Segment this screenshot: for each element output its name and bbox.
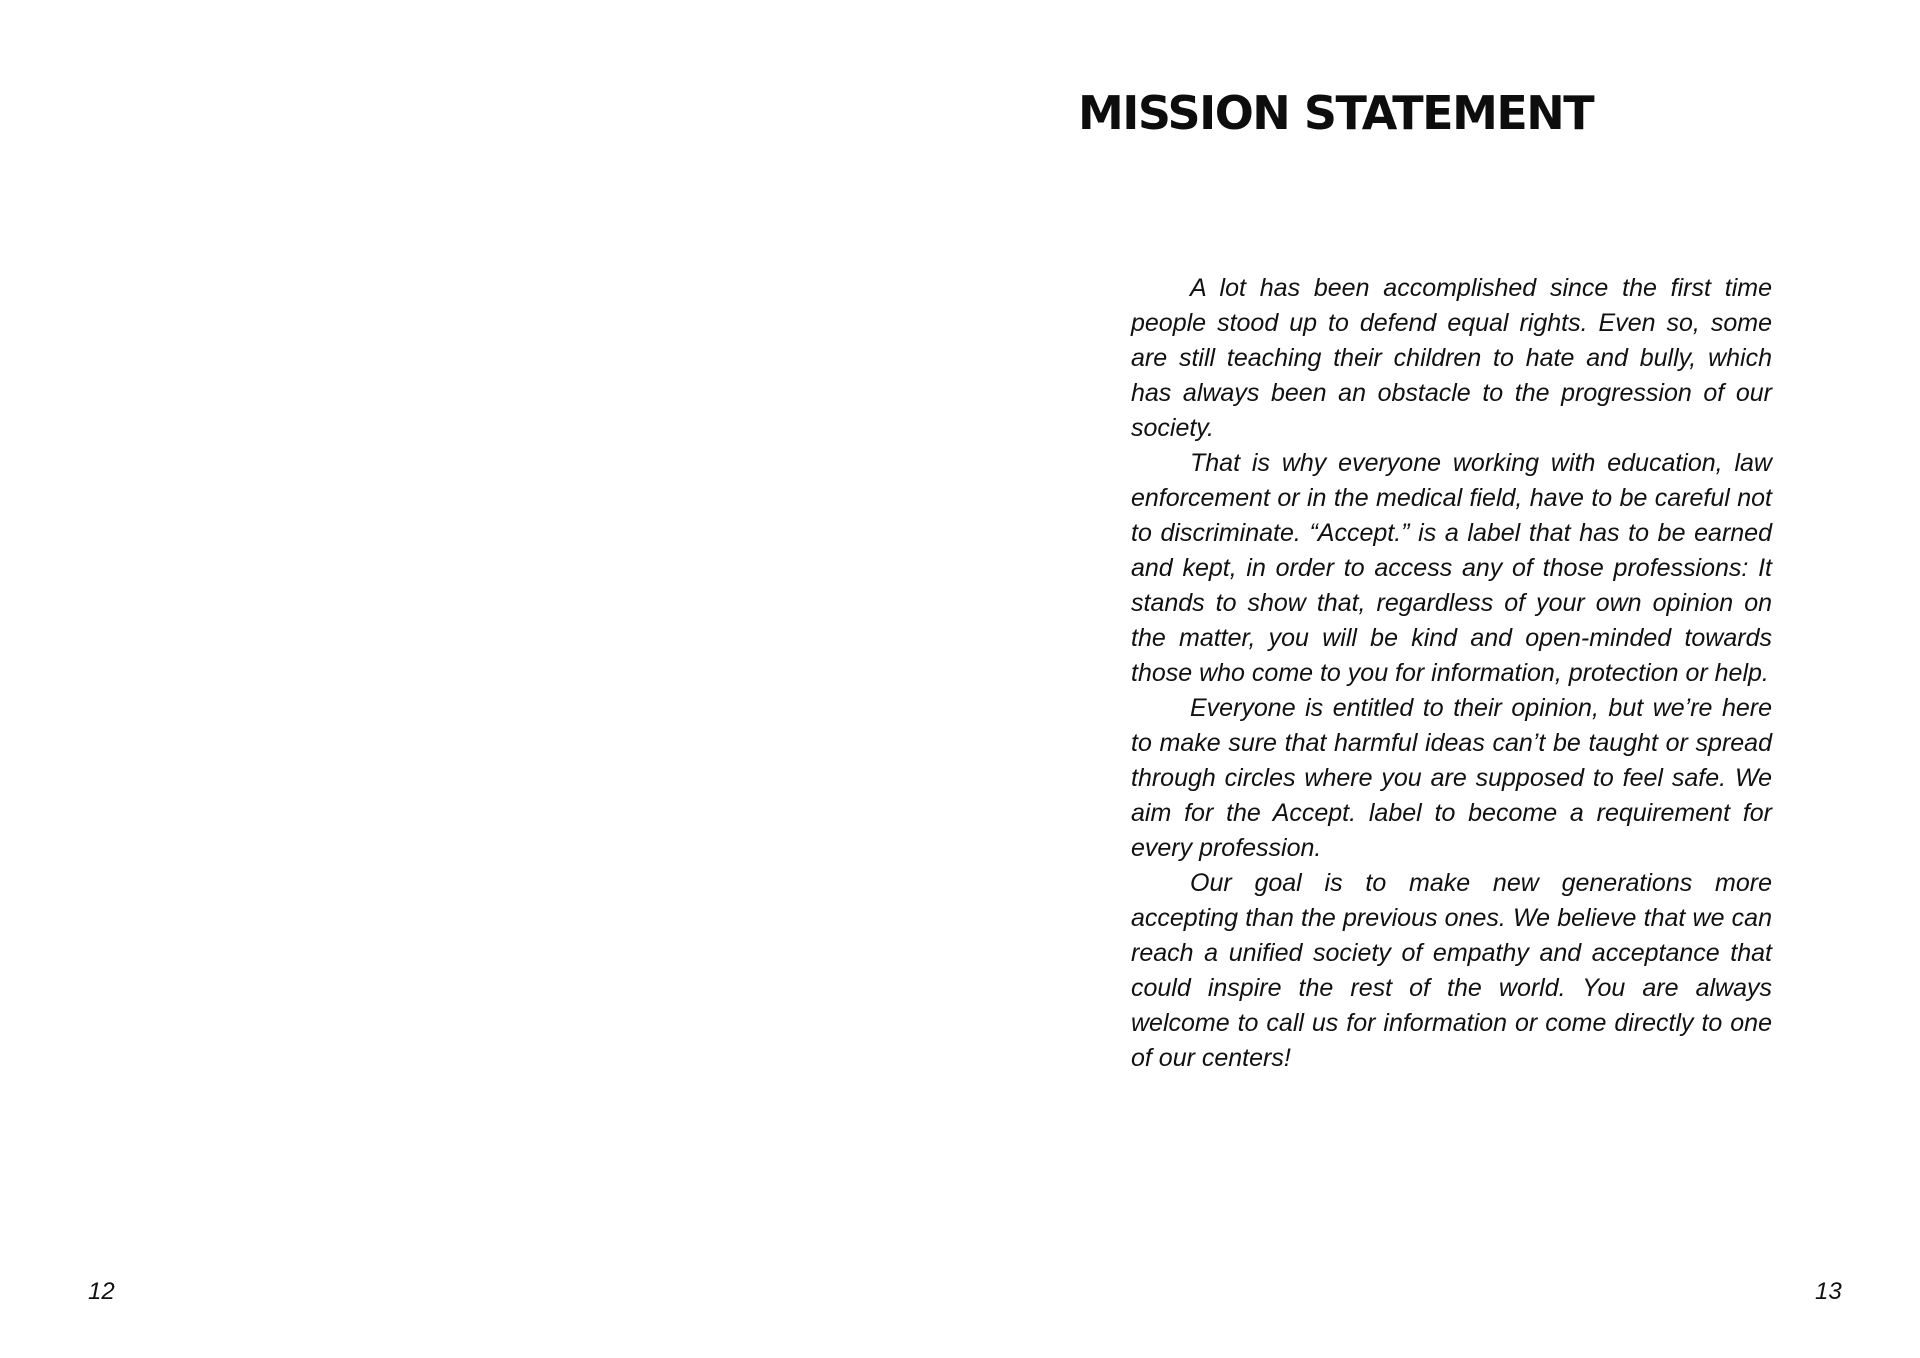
page-number-left: 12 bbox=[88, 1278, 115, 1305]
paragraph: Everyone is entitled to their opinion, but we’re here to make sure that harmful ideas can’t be taught or spread through circles where you are supposed to feel safe. We aim for the Accept. label to become a requirement for every profession. bbox=[1131, 694, 1772, 862]
paragraph: That is why everyone working with education, law enforcement or in the medical field, have to be careful not to discriminate. “Accept.” is a label that has to be earned and kept, in order to access any of those professions: It stands to show that, regardless of your own opinion on the matter, you will be kind and open-minded towards those who come to you for information, protection or help. bbox=[1131, 449, 1772, 687]
paragraph: A lot has been accomplished since the first time people stood up to defend equal rights. Even so, some are still teaching their children to hate and bully, which has always been an obstacle to the progression of our society. bbox=[1131, 274, 1772, 442]
mission-statement-body bbox=[1131, 271, 1772, 1076]
right-page bbox=[960, 0, 1920, 1358]
paragraph: Our goal is to make new generations more accepting than the previous ones. We believe that we can reach a unified society of empathy and acceptance that could inspire the rest of the world. You are always welcome to call us for information or come directly to one of our centers! bbox=[1131, 869, 1772, 1072]
page-number-right: 13 bbox=[1815, 1278, 1842, 1305]
page-title: MISSION STATEMENT bbox=[1078, 86, 1594, 140]
